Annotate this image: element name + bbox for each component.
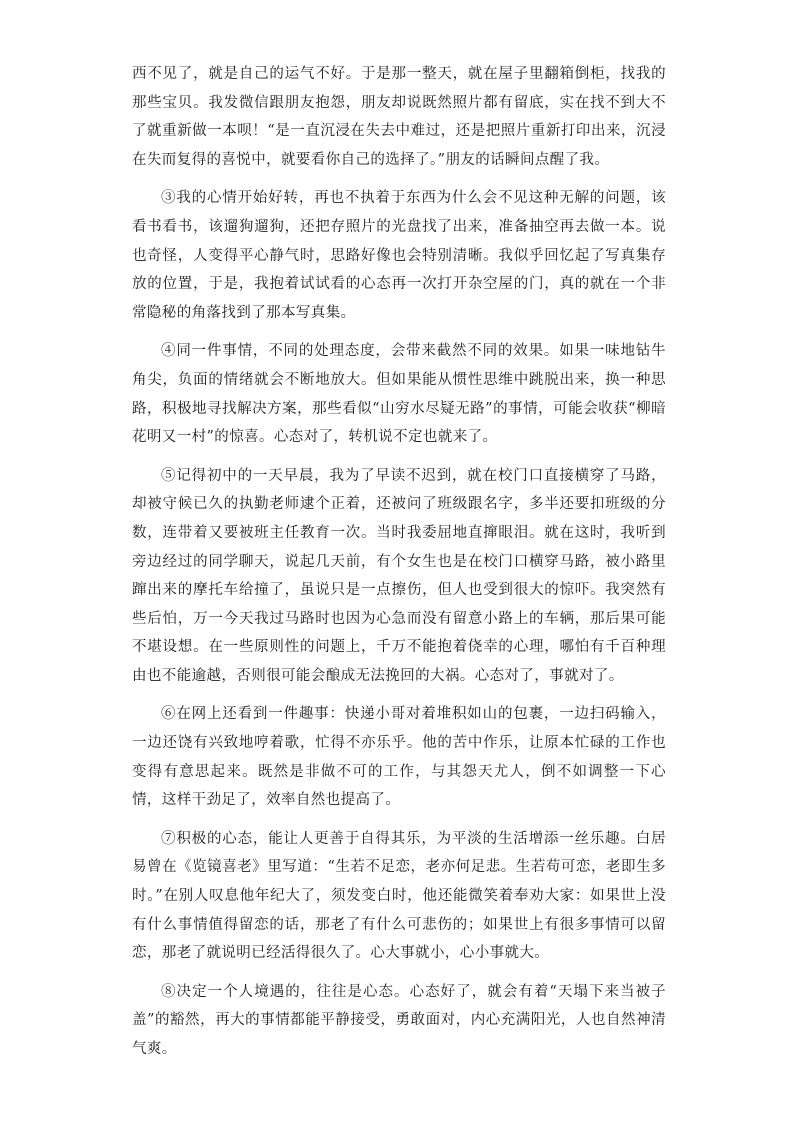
paragraph-3: ③我的心情开始好转，再也不执着于东西为什么会不见这种无解的问题，该看书看书，该遛狗遛狗，还把存照片的光盘找了出来，准备抽空再去做一本。说也奇怪，人变得平心静气时，思路好像也会特别清晰。我似乎回忆起了写真集存放的位置，于是，我抱着试试看的心态再一次打开杂空屋的门，真的就在一个非常隐秘的角落找到了那本写真集。 <box>132 190 666 321</box>
paragraph-5: ⑤记得初中的一天早晨，我为了早读不迟到，就在校门口直接横穿了马路，却被守候已久的执勤老师逮个正着，还被问了班级跟名字，多半还要扣班级的分数，连带着又要被班主任教育一次。当时我委屈地直撺眼泪。就在这时，我听到旁边经过的同学聊天，说起几天前，有个女生也是在校门口横穿马路，被小路里蹿出来的摩托车给撞了，虽说只是一点擦伤，但人也受到很大的惊吓。我突然有些后怕，万一今天我过马路时也因为心急而没有留意小路上的车辆，那后果可能不堪设想。在一些原则性的问题上，千万不能抱着侥幸的心理，哪怕有千百种理由也不能逾越，否则很可能会酿成无法挽回的大祸。心态对了，事就对了。 <box>132 467 666 684</box>
paragraph-8: ⑧决定一个人境遇的，往往是心态。心态好了，就会有着“天塌下来当被子盖”的豁然，再大的事情都能平静接受，勇敢面对，内心充满阳光，人也自然神清气爽。 <box>132 983 666 1057</box>
document-body <box>132 60 666 1074</box>
paragraph-7: ⑦积极的心态，能让人更善于自得其乐，为平淡的生活增添一丝乐趣。白居易曾在《览镜喜老》里写道：“生若不足恋，老亦何足悲。生若苟可恋，老即生多时。”在别人叹息他年纪大了，须发变白时，他还能微笑着奉劝大家：如果世上没有什么事情值得留恋的话，那老了有什么可悲伤的；如果世上有很多事情可以留恋，那老了就说明已经活得很久了。心大事就小，心小事就大。 <box>132 830 666 962</box>
paragraph-6: ⑥在网上还看到一件趣事：快递小哥对着堆积如山的包裹，一边扫码输入，一边还饶有兴致地哼着歌，忙得不亦乐乎。他的苦中作乐，让原本忙碌的工作也变得有意思起来。既然是非做不可的工作，与其怨天尤人，倒不如调整一下心情，这样干劲足了，效率自然也提高了。 <box>132 706 666 809</box>
paragraph-continuation: 西不见了，就是自己的运气不好。于是那一整天，就在屋子里翻箱倒柜，找我的那些宝贝。我发微信跟朋友抱怨，朋友却说既然照片都有留底，实在找不到大不了就重新做一本呗！“是一直沉浸在失去中难过，还是把照片重新打印出来，沉浸在失而复得的喜悦中，就要看你自己的选择了。”朋友的话瞬间点醒了我。 <box>132 66 666 168</box>
paragraph-4: ④同一件事情，不同的处理态度，会带来截然不同的效果。如果一味地钻牛角尖，负面的情绪就会不断地放大。但如果能从惯性思维中跳脱出来，换一种思路，积极地寻找解决方案，那些看似“山穷水尽疑无路”的事情，可能会收获“柳暗花明又一村”的惊喜。心态对了，转机说不定也就来了。 <box>132 343 666 446</box>
